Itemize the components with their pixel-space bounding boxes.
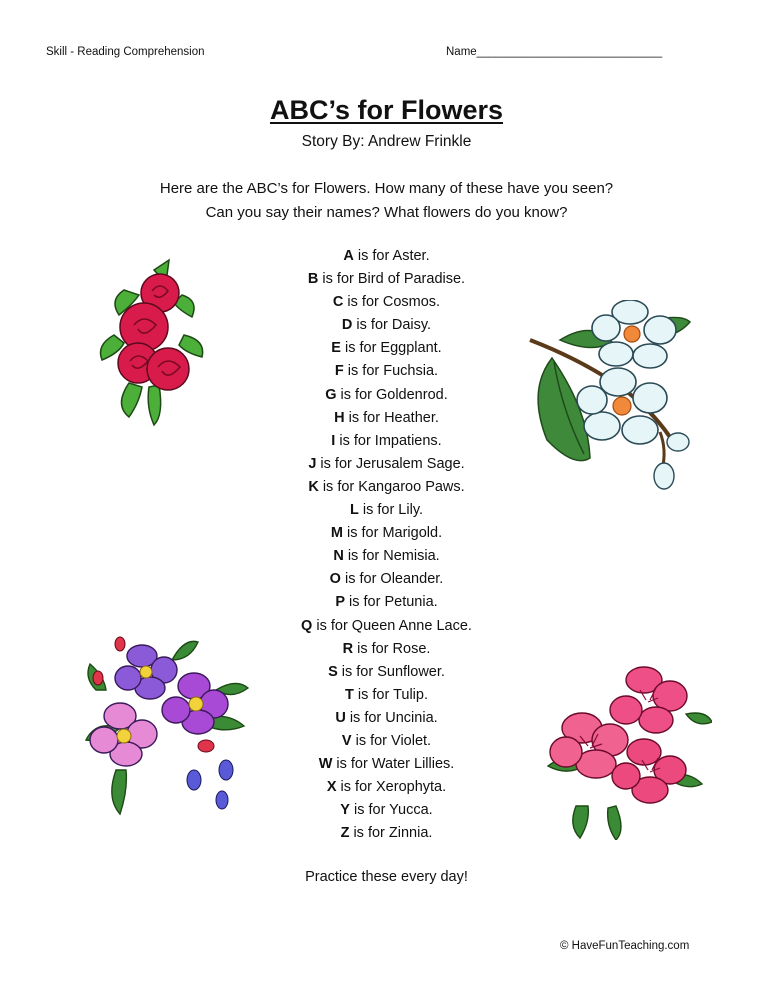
- abc-letter: B: [307, 271, 319, 288]
- abc-item: [0, 499, 773, 522]
- abc-text: is for Nemisia.: [343, 548, 440, 565]
- abc-text: is for Lily.: [358, 502, 424, 519]
- abc-letter: W: [318, 756, 333, 773]
- abc-letter: Q: [301, 617, 313, 634]
- abc-letter: J: [308, 455, 317, 472]
- abc-letter: I: [331, 432, 336, 449]
- abc-letter: S: [328, 663, 338, 680]
- abc-letter: R: [342, 640, 354, 657]
- abc-text: is for Jerusalem Sage.: [316, 455, 465, 472]
- page-title: ABC’s for Flowers: [269, 95, 504, 125]
- abc-text: is for Water Lillies.: [332, 756, 455, 773]
- purple-wildflowers-illustration: [76, 630, 254, 822]
- abc-letter: M: [330, 525, 343, 542]
- red-roses-illustration: [94, 255, 212, 427]
- story-byline: Story By: Andrew Frinkle: [301, 133, 472, 150]
- abc-letter: V: [341, 732, 352, 749]
- abc-text: is for Daisy.: [352, 317, 432, 334]
- abc-text: is for Oleander.: [340, 571, 444, 588]
- abc-item: [0, 568, 773, 591]
- closing-line: Practice these every day!: [305, 869, 468, 885]
- white-blossom-illustration: [522, 300, 706, 496]
- abc-item: [0, 522, 773, 545]
- abc-text: is for Impatiens.: [335, 432, 442, 449]
- abc-letter: H: [334, 409, 345, 426]
- abc-letter: Z: [340, 825, 350, 842]
- intro-paragraph: [0, 177, 773, 225]
- abc-text: is for Tulip.: [353, 686, 428, 703]
- name-field: Name_____________________________: [446, 46, 663, 58]
- abc-text: is for Marigold.: [342, 525, 443, 542]
- abc-text: is for Yucca.: [349, 802, 433, 819]
- abc-text: is for Sunflower.: [337, 663, 445, 680]
- abc-letter: K: [308, 478, 319, 495]
- abc-letter: G: [325, 386, 337, 403]
- abc-text: is for Cosmos.: [343, 294, 441, 311]
- abc-text: is for Goldenrod.: [336, 386, 448, 403]
- abc-letter: Y: [340, 802, 350, 819]
- pink-azaleas-illustration: [546, 666, 712, 840]
- copyright-footer: © HaveFunTeaching.com: [560, 940, 690, 952]
- intro-line: Can you say their names? What flowers do you know?: [205, 204, 568, 221]
- abc-text: is for Kangaroo Paws.: [318, 478, 465, 495]
- abc-text: is for Fuchsia.: [343, 363, 439, 380]
- abc-item: [0, 591, 773, 614]
- abc-letter: L: [349, 502, 359, 519]
- intro-line: Here are the ABC’s for Flowers. How many of these have you seen?: [159, 180, 614, 197]
- abc-text: is for Uncinia.: [345, 709, 438, 726]
- skill-label: Skill - Reading Comprehension: [46, 46, 205, 58]
- abc-text: is for Xerophyta.: [336, 779, 447, 796]
- abc-text: is for Aster.: [353, 248, 430, 264]
- abc-text: is for Eggplant.: [340, 340, 442, 357]
- abc-letter: U: [335, 709, 346, 726]
- abc-letter: F: [334, 363, 344, 380]
- abc-letter: C: [332, 294, 344, 311]
- abc-text: is for Bird of Paradise.: [318, 271, 466, 288]
- abc-text: is for Queen Anne Lace.: [312, 617, 472, 634]
- abc-letter: N: [333, 548, 344, 565]
- abc-letter: D: [341, 317, 353, 334]
- abc-letter: P: [335, 594, 345, 611]
- abc-text: is for Rose.: [353, 640, 431, 657]
- abc-letter: X: [326, 779, 337, 796]
- abc-text: is for Zinnia.: [349, 825, 433, 842]
- abc-letter: T: [345, 686, 354, 703]
- abc-letter: O: [329, 571, 341, 588]
- abc-text: is for Petunia.: [344, 594, 438, 611]
- abc-text: is for Violet.: [351, 732, 432, 749]
- abc-letter: A: [343, 248, 354, 264]
- abc-item: [0, 545, 773, 568]
- abc-text: is for Heather.: [344, 409, 439, 426]
- abc-letter: E: [331, 340, 341, 357]
